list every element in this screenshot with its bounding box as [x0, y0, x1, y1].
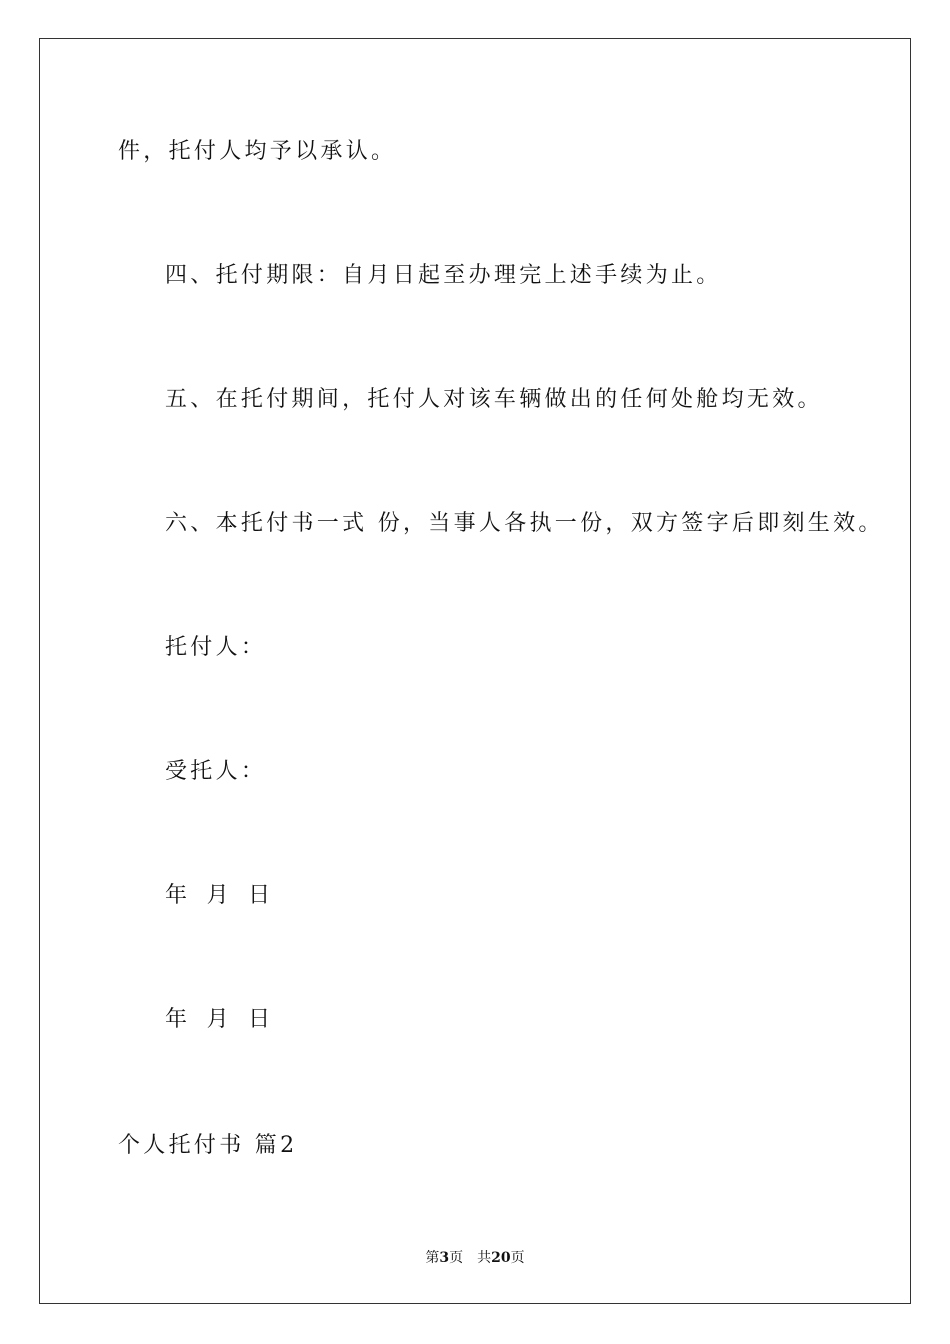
- paragraph-continuation: 件，托付人均予以承认。: [118, 139, 397, 164]
- page-footer: [0, 1249, 950, 1267]
- footer-page-number: 3: [439, 1250, 450, 1266]
- clause-five: 五、在托付期间，托付人对该车辆做出的任何处舱均无效。: [165, 387, 823, 412]
- footer-total-pages: 20: [491, 1250, 511, 1266]
- footer-page-suffix: 页: [449, 1250, 464, 1266]
- page-border: [39, 38, 911, 1304]
- footer-total-suffix: 页: [510, 1250, 525, 1266]
- date-line-1: 年 月 日: [165, 883, 274, 908]
- agent-signature-label: 受托人：: [165, 759, 267, 784]
- section-heading: 个人托付书 篇2: [118, 1133, 298, 1158]
- clause-four: 四、托付期限：自月日起至办理完上述手续为止。: [165, 263, 722, 288]
- footer-total-prefix: 共: [477, 1250, 492, 1266]
- clause-six: 六、本托付书一式 份，当事人各执一份，双方签字后即刻生效。: [165, 511, 884, 536]
- footer-page-prefix: 第: [425, 1250, 440, 1266]
- principal-signature-label: 托付人：: [165, 635, 267, 660]
- date-line-2: 年 月 日: [165, 1007, 274, 1032]
